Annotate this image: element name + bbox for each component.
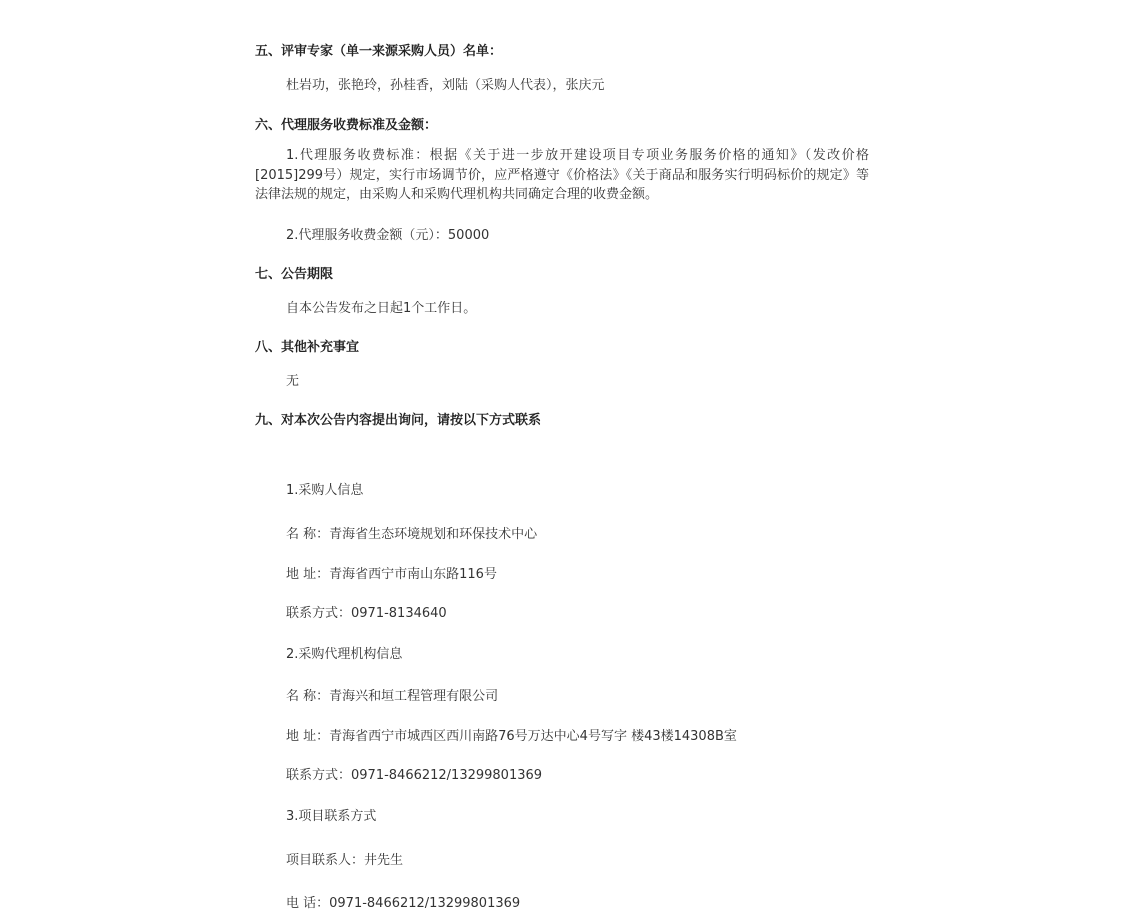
agency-address: 地 址：青海省西宁市城西区西川南路76号万达中心4号写字 楼43楼14308B室 [286, 729, 737, 744]
period-content: 自本公告发布之日起1个工作日。 [286, 301, 477, 316]
contact-heading: 九、对本次公告内容提出询问，请按以下方式联系 [255, 413, 542, 428]
agency-info-title: 2.采购代理机构信息 [286, 647, 403, 662]
experts-list: 杜岩功，张艳玲，孙桂香，刘陆（采购人代表），张庆元 [286, 78, 605, 93]
fee-standard-paragraph: 1.代理服务收费标准：根据《关于进一步放开建设项目专项业务服务价格的通知》（发改价格[2015]299号）规定，实行市场调节价，应严格遵守《价格法》《关于商品和服务实行明码标价的规定》等法律法规的规定，由采购人和采购代理机构共同确定合理的收费金额。 [255, 148, 869, 202]
purchaser-phone: 联系方式：0971-8134640 [286, 606, 447, 621]
purchaser-address: 地 址：青海省西宁市南山东路116号 [286, 567, 497, 582]
purchaser-name: 名 称：青海省生态环境规划和环保技术中心 [286, 527, 538, 542]
purchaser-info-title: 1.采购人信息 [286, 483, 364, 498]
agency-name: 名 称：青海兴和垣工程管理有限公司 [286, 689, 499, 704]
agency-phone: 联系方式：0971-8466212/13299801369 [286, 768, 543, 783]
project-contact-phone: 电 话：0971-8466212/13299801369 [286, 896, 521, 911]
other-content: 无 [286, 374, 300, 389]
fees-heading: 六、代理服务收费标准及金额： [255, 118, 438, 133]
fee-amount: 2.代理服务收费金额（元）：50000 [286, 228, 490, 243]
experts-heading: 五、评审专家（单一来源采购人员）名单： [255, 44, 503, 59]
project-contact-person: 项目联系人：井先生 [286, 853, 404, 868]
period-heading: 七、公告期限 [255, 267, 334, 282]
project-contact-title: 3.项目联系方式 [286, 809, 377, 824]
other-heading: 八、其他补充事宜 [255, 340, 360, 355]
